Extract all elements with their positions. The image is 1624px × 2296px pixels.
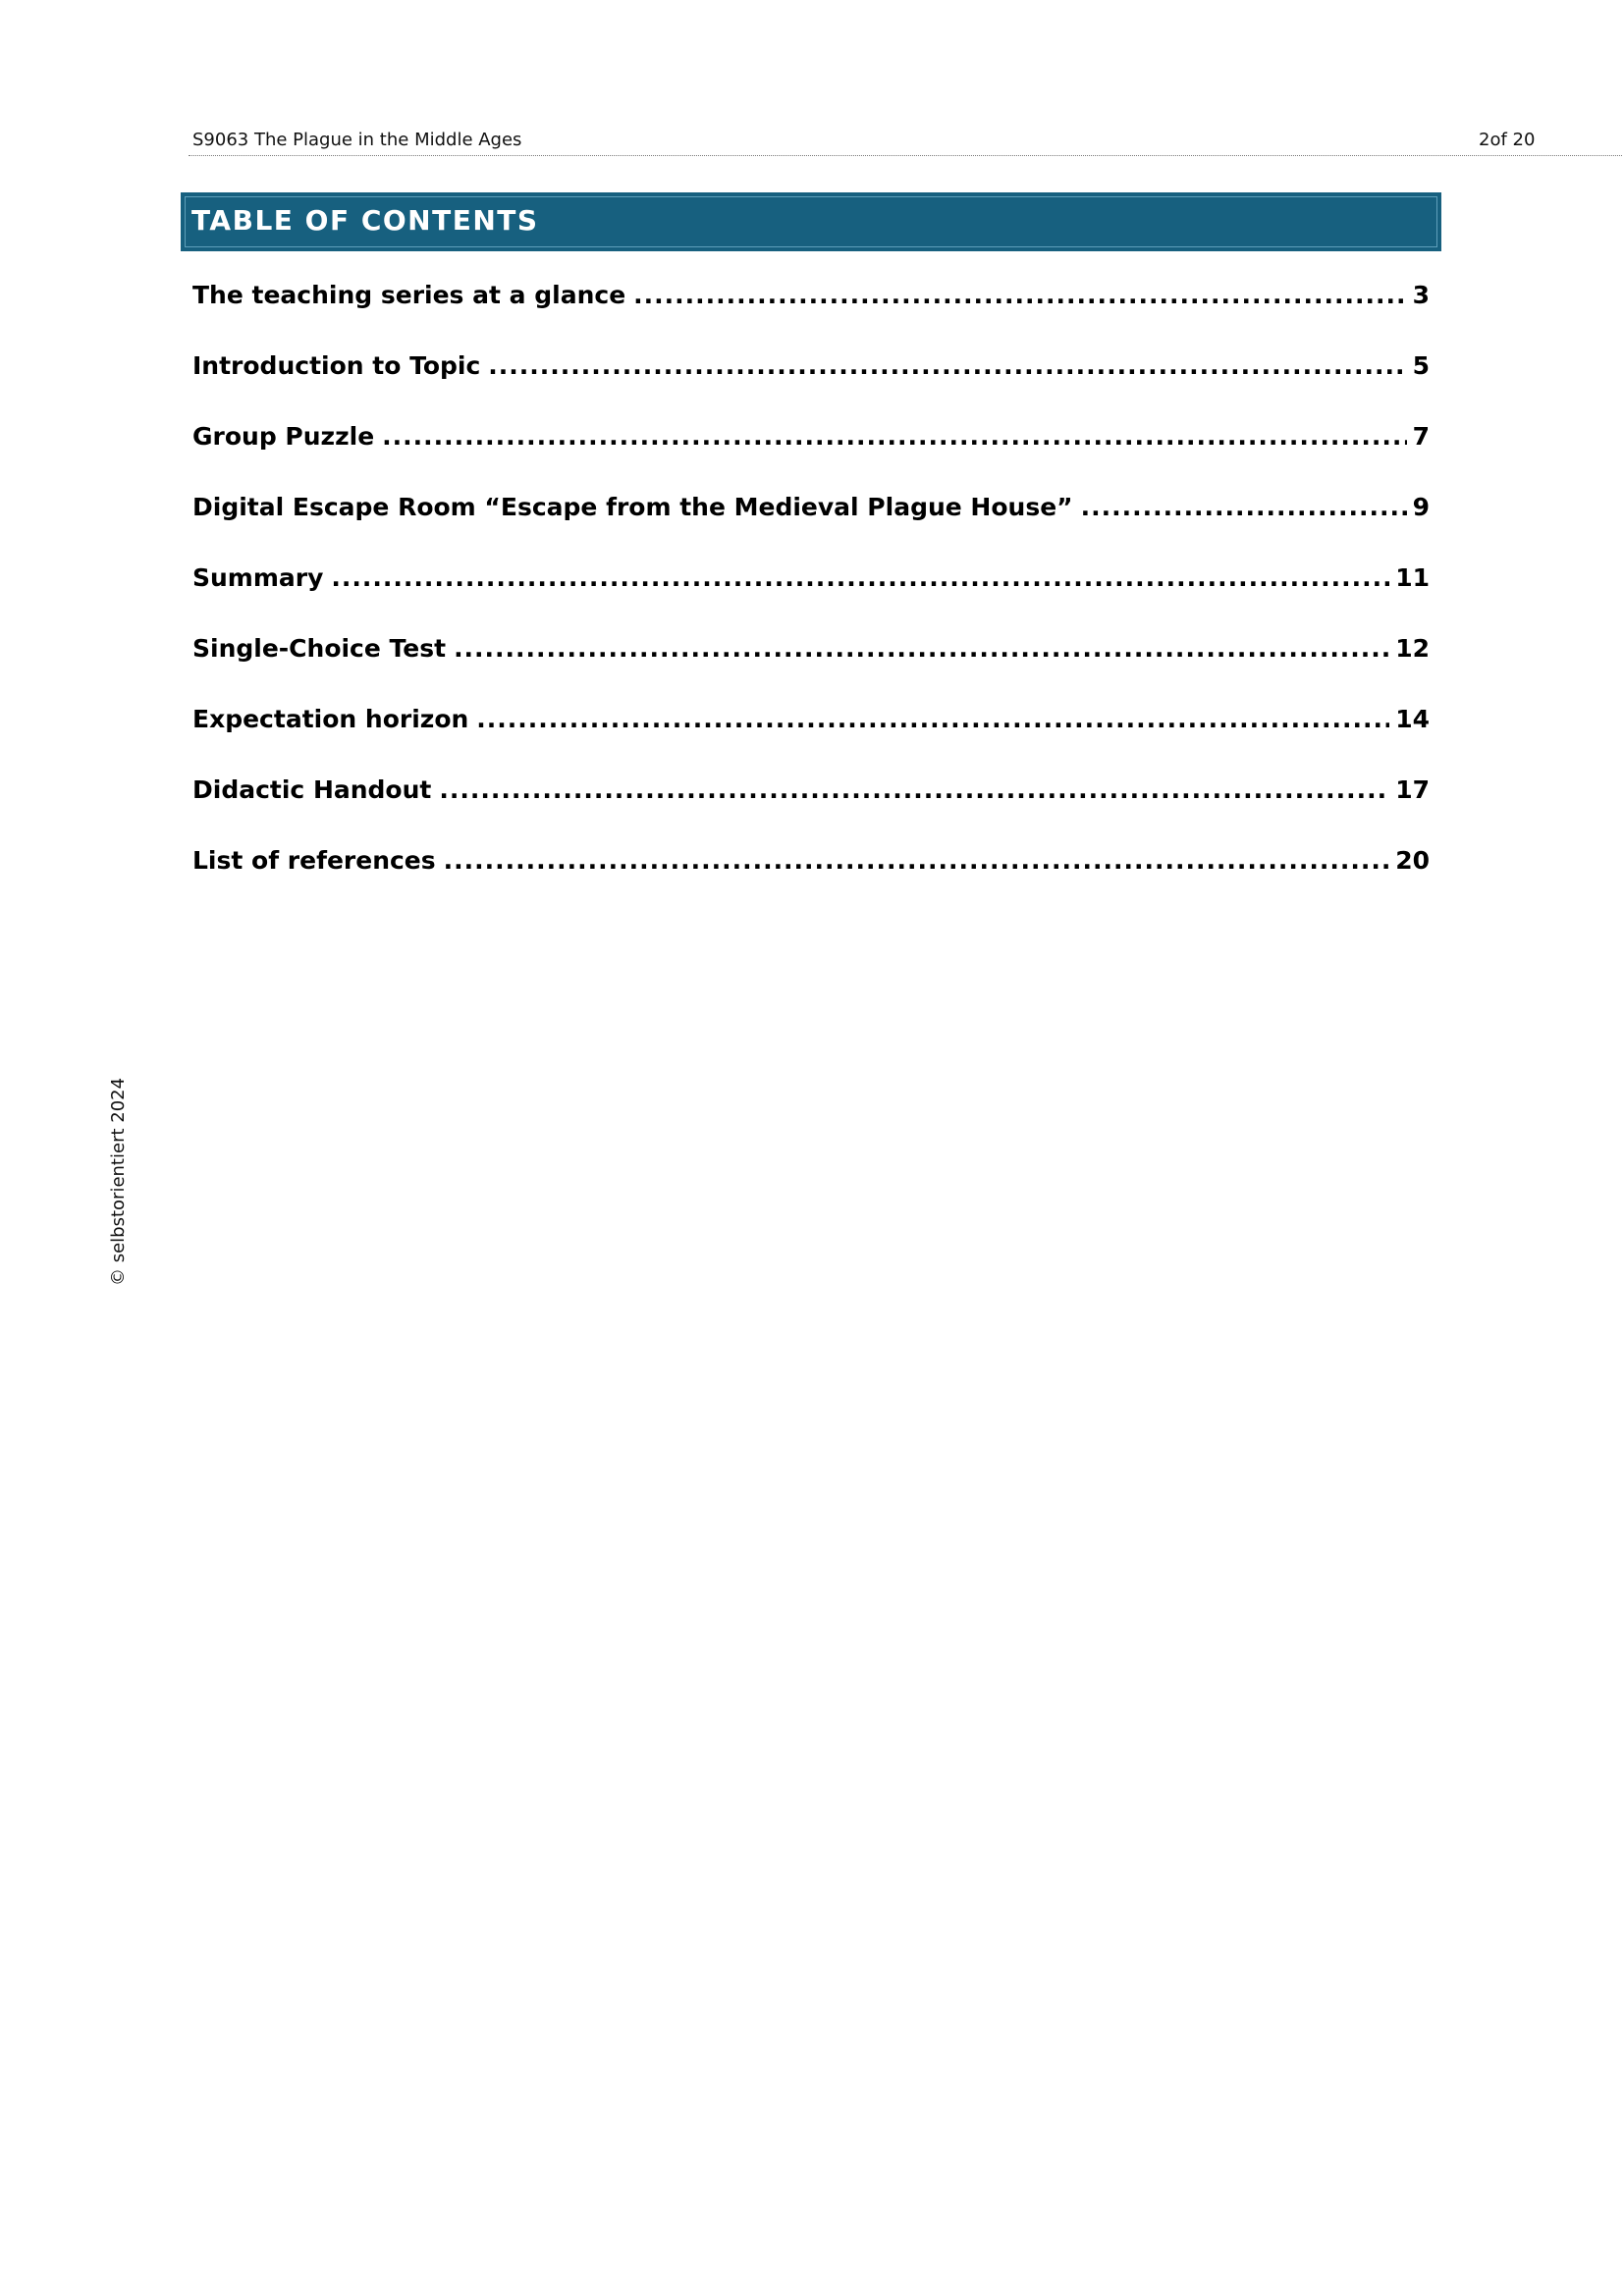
dot-leader bbox=[444, 846, 1390, 875]
toc-entry-didactic-handout[interactable] bbox=[192, 775, 1430, 846]
toc-entry-group-puzzle[interactable] bbox=[192, 422, 1430, 493]
toc-entry-label: Single-Choice Test bbox=[192, 634, 447, 663]
toc-entry-page: 14 bbox=[1395, 705, 1430, 733]
dot-leader bbox=[633, 281, 1406, 309]
dot-leader bbox=[331, 563, 1389, 592]
page-header bbox=[189, 126, 1622, 157]
header-divider bbox=[189, 155, 1622, 156]
toc-entry-page: 20 bbox=[1395, 846, 1430, 875]
toc-heading-banner bbox=[181, 192, 1441, 251]
dot-leader bbox=[382, 422, 1406, 451]
toc-entry-page: 5 bbox=[1412, 351, 1430, 380]
toc-entry-summary[interactable] bbox=[192, 563, 1430, 634]
toc-entry-page: 3 bbox=[1412, 281, 1430, 309]
toc-entry-page: 7 bbox=[1412, 422, 1430, 451]
toc-heading: TABLE OF CONTENTS bbox=[191, 204, 539, 237]
copyright-notice: © selbstorientiert 2024 bbox=[108, 1077, 129, 1286]
toc-entry-label: The teaching series at a glance bbox=[192, 281, 626, 309]
toc-entry-label: Didactic Handout bbox=[192, 775, 432, 804]
toc-entry-label: Summary bbox=[192, 563, 324, 592]
dot-leader bbox=[488, 351, 1406, 380]
toc-entry-single-choice-test[interactable] bbox=[192, 634, 1430, 705]
table-of-contents bbox=[192, 281, 1430, 917]
toc-entry-label: Digital Escape Room “Escape from the Medieval Plague House” bbox=[192, 493, 1073, 521]
toc-entry-teaching-series[interactable] bbox=[192, 281, 1430, 351]
toc-entry-label: Expectation horizon bbox=[192, 705, 469, 733]
toc-entry-label: Group Puzzle bbox=[192, 422, 375, 451]
toc-entry-label: List of references bbox=[192, 846, 436, 875]
dot-leader bbox=[1081, 493, 1407, 521]
page-indicator: 2of 20 bbox=[1479, 130, 1536, 150]
toc-entry-page: 9 bbox=[1412, 493, 1430, 521]
toc-entry-expectation-horizon[interactable] bbox=[192, 705, 1430, 775]
toc-heading-frame bbox=[185, 196, 1437, 247]
toc-entry-page: 17 bbox=[1395, 775, 1430, 804]
toc-entry-introduction[interactable] bbox=[192, 351, 1430, 422]
toc-entry-label: Introduction to Topic bbox=[192, 351, 481, 380]
document-title: S9063 The Plague in the Middle Ages bbox=[192, 130, 522, 150]
toc-entry-references[interactable] bbox=[192, 846, 1430, 917]
toc-entry-page: 12 bbox=[1395, 634, 1430, 663]
dot-leader bbox=[439, 775, 1389, 804]
dot-leader bbox=[454, 634, 1389, 663]
dot-leader bbox=[476, 705, 1389, 733]
toc-entry-page: 11 bbox=[1395, 563, 1430, 592]
toc-entry-escape-room[interactable] bbox=[192, 493, 1430, 563]
